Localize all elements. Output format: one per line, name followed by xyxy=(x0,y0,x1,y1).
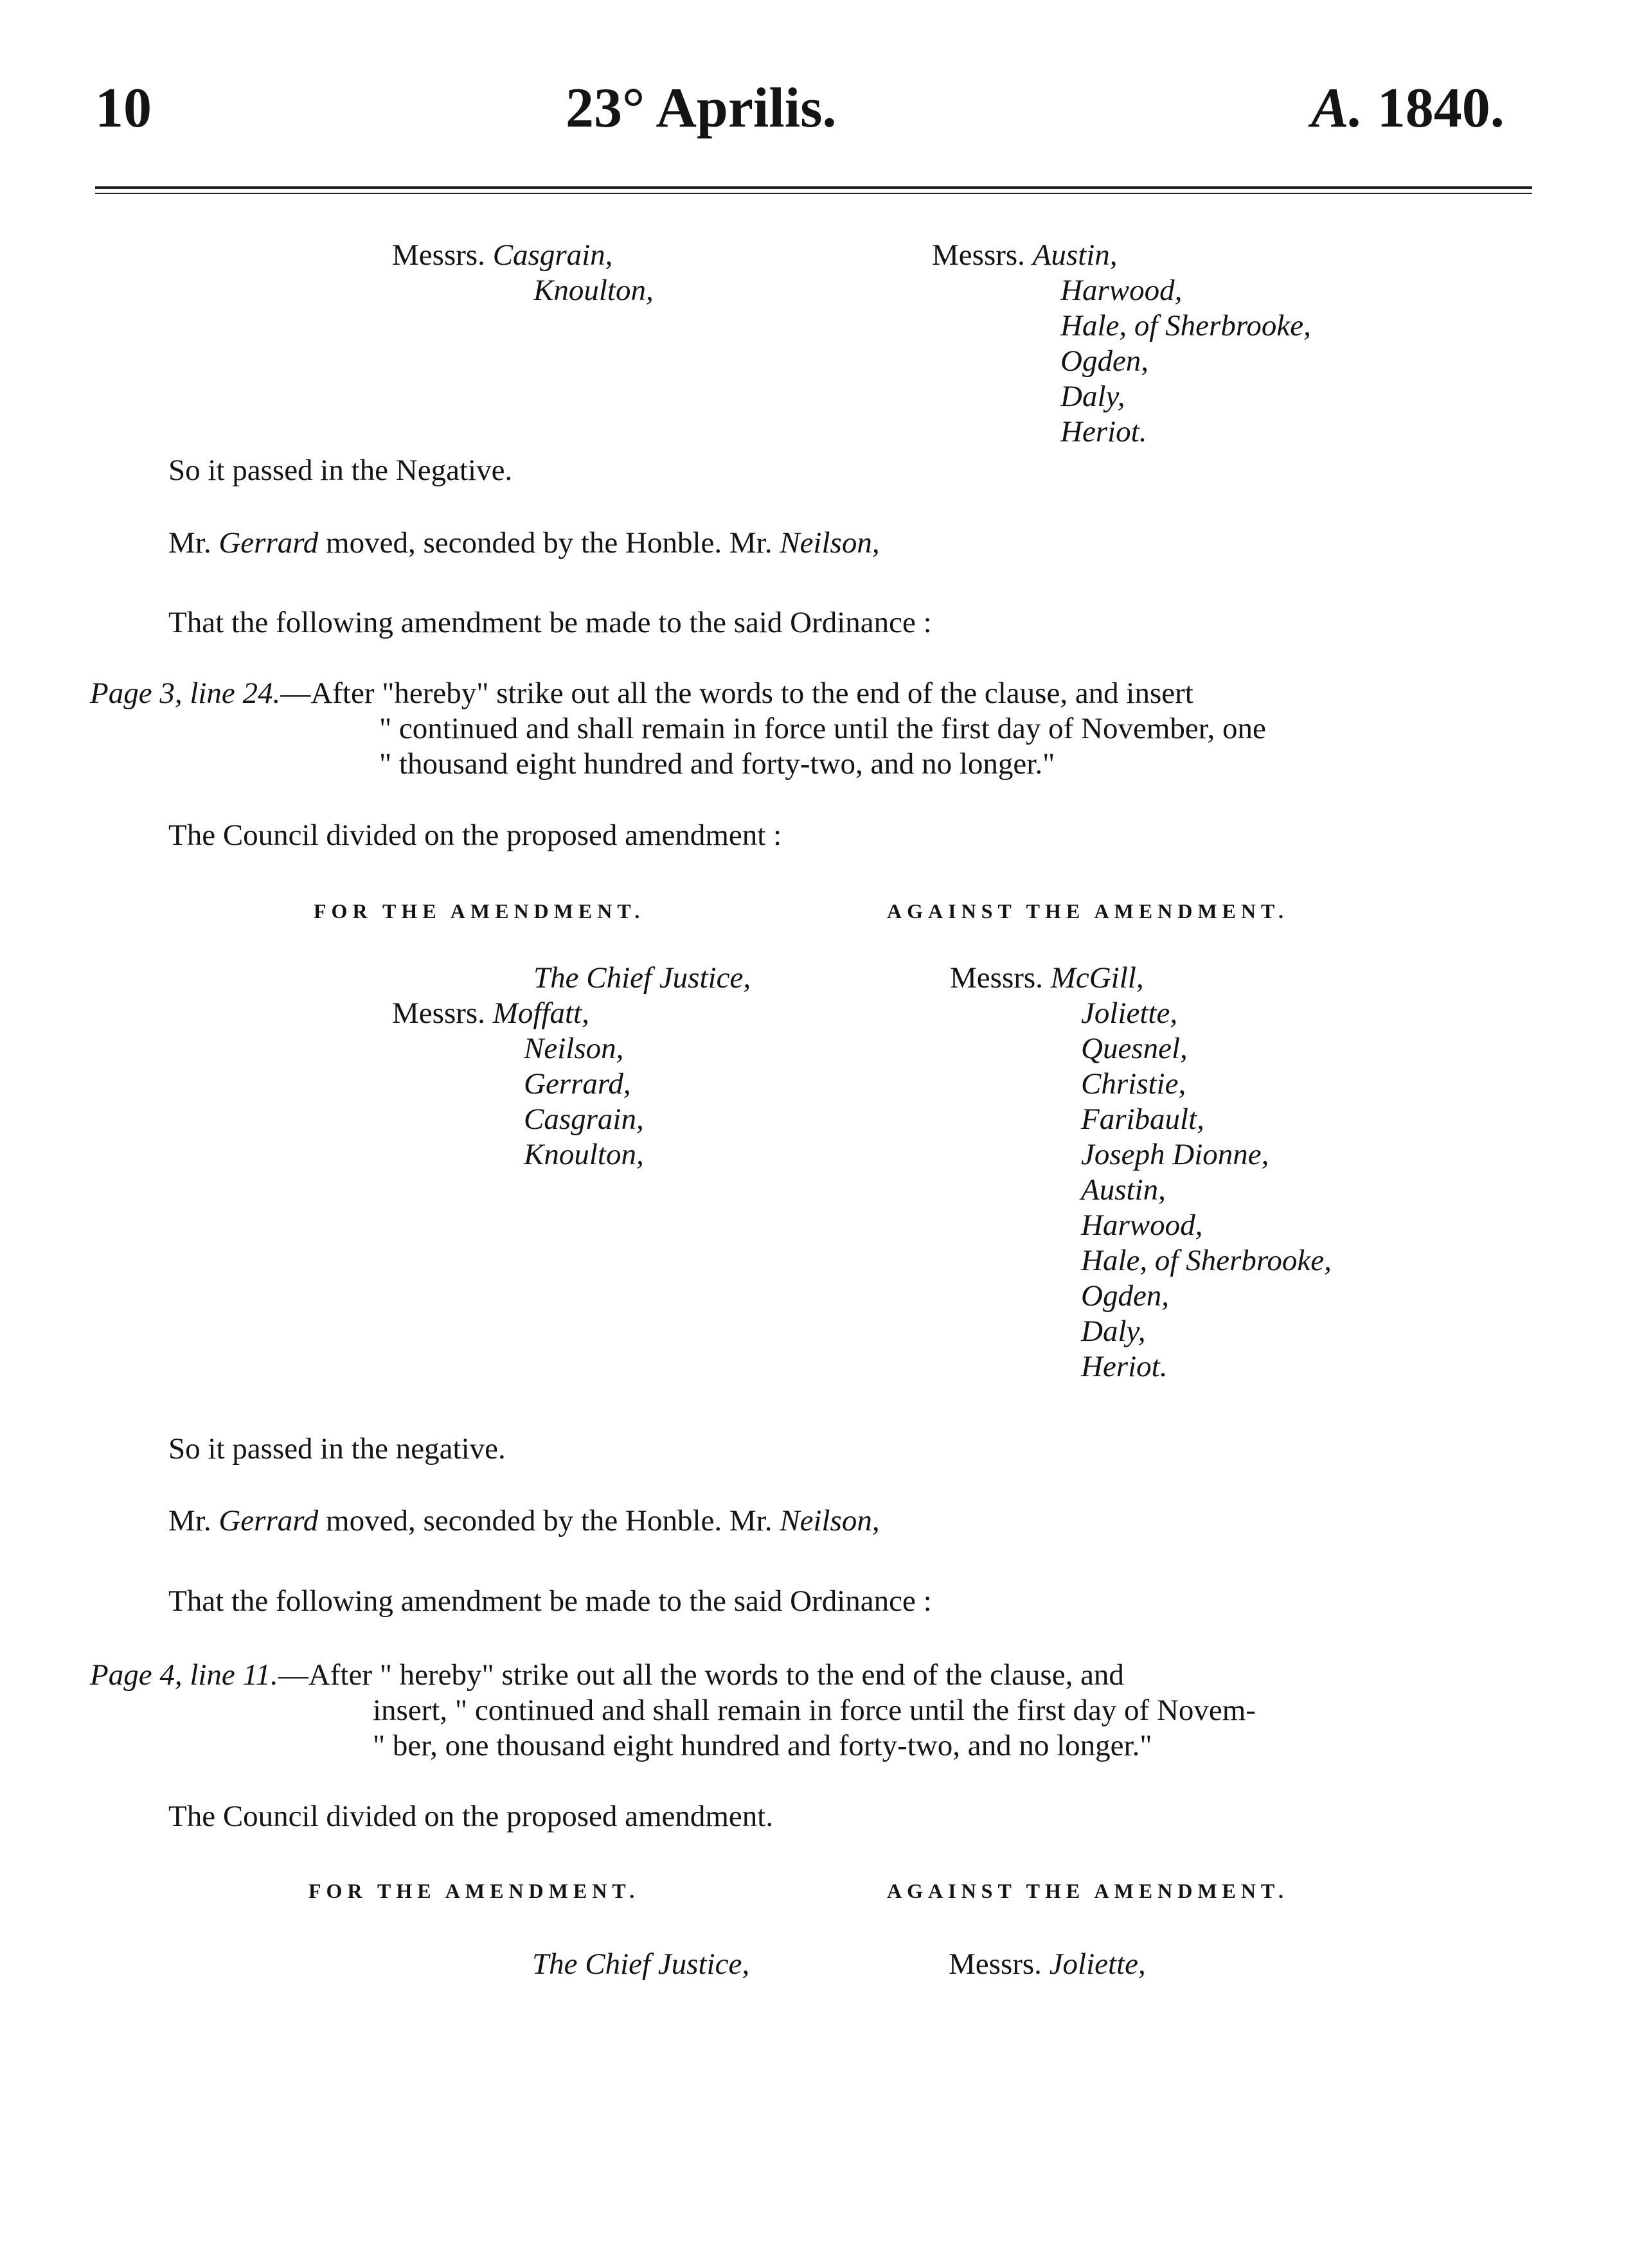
name-entry: Knoulton, xyxy=(533,274,654,307)
result-text: So it passed in the negative. xyxy=(168,1432,506,1466)
name-entry: Joliette, xyxy=(1049,1947,1146,1981)
amendment-reference: Page 4, line 11. xyxy=(90,1658,278,1692)
amendment-intro: That the following amendment be made to the said Ordinance : xyxy=(168,606,932,639)
vote2-for-label: Messrs. xyxy=(392,997,485,1030)
motion-prefix: Mr. xyxy=(168,526,211,560)
vote3-against-row xyxy=(949,1947,1146,1982)
vote3-against-label: Messrs. xyxy=(949,1947,1042,1981)
year-mark: A. xyxy=(1311,77,1363,139)
amendment-line-1 xyxy=(90,676,1193,711)
motion-middle: moved, seconded by the Honble. Mr. xyxy=(326,526,773,560)
vote2-against-label: Messrs. xyxy=(950,961,1043,995)
vote2-for-column xyxy=(392,961,842,1173)
name-entry: Ogden, xyxy=(1060,344,1149,378)
page-number: 10 xyxy=(95,77,152,139)
name-entry: Casgrain, xyxy=(492,238,613,272)
header-rule-thin xyxy=(95,193,1532,194)
motion-prefix: Mr. xyxy=(168,1504,211,1537)
page-year xyxy=(1311,76,1505,141)
division-text: The Council divided on the proposed amendment : xyxy=(168,819,782,852)
amendment-line-2: insert, " continued and shall remain in force until the first day of Novem- xyxy=(373,1694,1256,1727)
name-entry: Ogden, xyxy=(1081,1279,1170,1313)
header-rule-thick xyxy=(95,186,1532,189)
name-entry: Joseph Dionne, xyxy=(1081,1138,1269,1171)
amendment-line-3: " thousand eight hundred and forty-two, and no longer." xyxy=(379,747,1055,781)
motion-middle: moved, seconded by the Honble. Mr. xyxy=(326,1504,773,1537)
name-entry: Neilson, xyxy=(524,1032,624,1065)
name-entry: Hale, of Sherbrooke, xyxy=(1081,1244,1332,1277)
amendment-intro: That the following amendment be made to the said Ordinance : xyxy=(168,1584,932,1618)
result-text: So it passed in the Negative. xyxy=(168,454,513,487)
motion-text xyxy=(168,526,880,561)
amendment-text: —After "hereby" strike out all the words to the end of the clause, and insert xyxy=(280,677,1193,710)
amendment-line-1 xyxy=(90,1658,1124,1693)
amendment-reference: Page 3, line 24. xyxy=(90,677,281,710)
name-entry: Austin, xyxy=(1081,1173,1166,1207)
name-entry: The Chief Justice, xyxy=(533,961,751,995)
name-entry: Faribault, xyxy=(1081,1103,1204,1136)
name-entry: Christie, xyxy=(1081,1067,1186,1101)
against-heading: AGAINST THE AMENDMENT. xyxy=(887,899,1289,923)
vote1-left-label: Messrs. xyxy=(392,238,485,272)
name-entry: Joliette, xyxy=(1081,997,1178,1030)
name-entry: McGill, xyxy=(1050,961,1144,995)
for-heading: FOR THE AMENDMENT. xyxy=(314,899,645,923)
seconder-name: Neilson, xyxy=(780,1504,880,1537)
name-entry: Daly, xyxy=(1060,380,1125,413)
name-entry: Harwood, xyxy=(1081,1209,1203,1242)
page-date: 23° Aprilis. xyxy=(566,77,837,139)
year-number: 1840. xyxy=(1377,77,1505,139)
against-heading: AGAINST THE AMENDMENT. xyxy=(887,1879,1289,1902)
name-entry: Daly, xyxy=(1081,1315,1146,1348)
for-heading: FOR THE AMENDMENT. xyxy=(308,1879,640,1902)
name-entry: Moffatt, xyxy=(492,997,589,1030)
name-entry: Heriot. xyxy=(1060,415,1147,448)
name-entry: Harwood, xyxy=(1060,274,1183,307)
name-entry: Heriot. xyxy=(1081,1350,1168,1383)
name-entry: Quesnel, xyxy=(1081,1032,1188,1065)
mover-name: Gerrard xyxy=(219,1504,319,1537)
amendment-line-3: " ber, one thousand eight hundred and forty-two, and no longer." xyxy=(373,1729,1152,1762)
seconder-name: Neilson, xyxy=(780,526,880,560)
vote1-right-column xyxy=(932,238,1446,450)
vote1-left-column xyxy=(392,238,681,308)
division-text: The Council divided on the proposed amendment. xyxy=(168,1800,774,1833)
name-entry: Casgrain, xyxy=(524,1103,644,1136)
name-entry: Austin, xyxy=(1032,238,1118,272)
vote2-against-column xyxy=(950,961,1528,1385)
name-entry: Knoulton, xyxy=(524,1138,644,1171)
amendment-line-2: " continued and shall remain in force until the first day of November, one xyxy=(379,712,1266,745)
amendment-text: —After " hereby" strike out all the words to the end of the clause, and xyxy=(278,1658,1124,1692)
name-entry: Gerrard, xyxy=(524,1067,631,1101)
vote1-right-label: Messrs. xyxy=(932,238,1025,272)
name-entry: Hale, of Sherbrooke, xyxy=(1060,309,1311,342)
motion-text xyxy=(168,1503,880,1539)
name-entry: The Chief Justice, xyxy=(532,1947,750,1981)
mover-name: Gerrard xyxy=(219,526,319,560)
